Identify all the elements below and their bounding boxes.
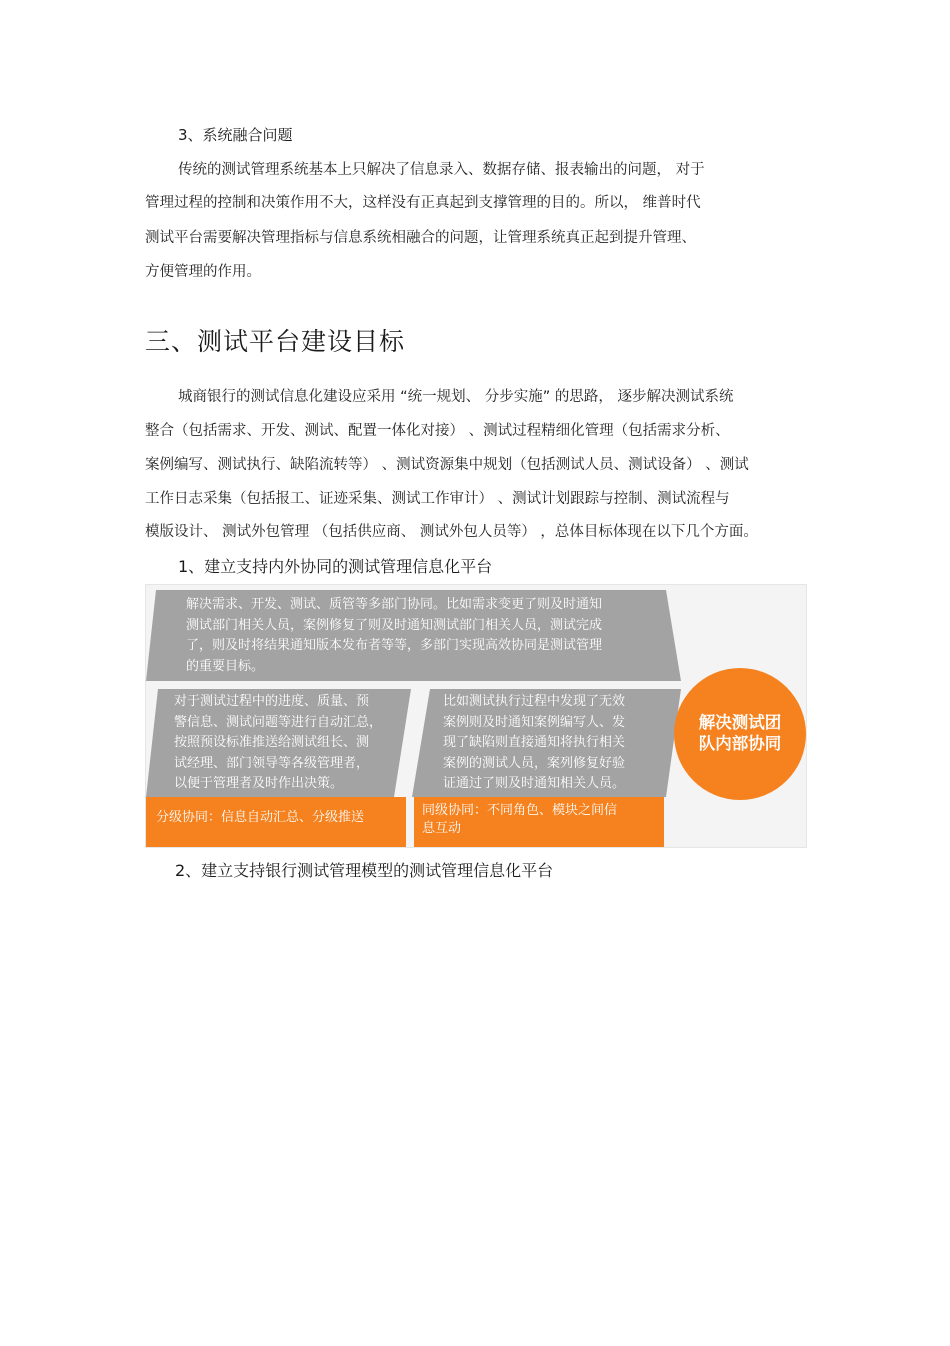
panel-line: 试经理、部门领导等各级管理者，: [174, 755, 370, 771]
panel-line: 以便于管理者及时作出决策。: [174, 776, 344, 791]
right-panel-text: [443, 692, 625, 795]
paragraph-line: 方便管理的作用。: [145, 264, 261, 280]
circle-line: 解决测试团: [698, 713, 782, 732]
goal-title: 2、建立支持银行测试管理模型的测试管理信息化平台: [175, 861, 554, 880]
left-label: 分级协同：信息自动汇总、分级推送: [156, 810, 365, 825]
label-line: 同级协同：不同角色、模块之间信: [422, 803, 618, 818]
circle-line: 队内部协同: [698, 734, 782, 753]
paragraph-line: 工作日志采集（包括报工、证迹采集、测试工作审计） 、测试计划跟踪与控制、测试流程与: [145, 491, 730, 507]
subsection-heading: 3、系统融合问题: [178, 126, 293, 144]
panel-line: 对于测试过程中的进度、质量、预: [174, 694, 370, 709]
panel-line: 的重要目标。: [186, 658, 265, 674]
panel-line: 解决需求、开发、测试、质管等多部门协同。比如需求变更了则及时通知: [186, 597, 603, 612]
panel-line: 现了缺陷则直接通知将执行相关: [443, 735, 626, 750]
collaboration-figure: [145, 584, 807, 848]
paragraph-line: 模版设计、 测试外包管理 （包括供应商、 测试外包人员等） ，总体目标体现在以下几个方面。: [145, 524, 758, 540]
panel-line: 证通过了则及时通知相关人员。: [443, 776, 626, 791]
panel-line: 按照预设标准推送给测试组长、测: [174, 735, 370, 750]
panel-line: 警信息、测试问题等进行自动汇总，: [174, 714, 383, 730]
label-line: 息互动: [422, 821, 462, 836]
chapter-title: 三、测试平台建设目标: [145, 327, 406, 356]
goal-title: 1、建立支持内外协同的测试管理信息化平台: [178, 557, 493, 576]
panel-line: 测试部门相关人员，案例修复了则及时通知测试部门相关人员，测试完成: [186, 617, 603, 633]
panel-line: 案例则及时通知案例编写人、发: [443, 714, 626, 730]
paragraph-line: 测试平台需要解决管理指标与信息系统相融合的问题，让管理系统真正起到提升管理、: [145, 230, 696, 246]
left-panel-text: [174, 692, 382, 795]
paragraph-line: 案例编写、测试执行、缺陷流转等） 、测试资源集中规划（包括测试人员、测试设备） 、测试: [145, 457, 749, 473]
circle-label: [675, 712, 805, 754]
paragraph-line: 传统的测试管理系统基本上只解决了信息录入、数据存储、报表输出的问题， 对于: [178, 162, 705, 178]
paragraph-line: 整合（包括需求、开发、测试、配置一体化对接） 、测试过程精细化管理（包括需求分析、: [145, 423, 730, 439]
panel-line: 了，则及时将结果通知版本发布者等等，多部门实现高效协同是测试管理: [186, 638, 603, 653]
top-panel-text: [186, 595, 602, 677]
paragraph-line: 城商银行的测试信息化建设应采用 “统一规划、 分步实施” 的思路， 逐步解决测试系统: [178, 389, 734, 405]
panel-line: 比如测试执行过程中发现了无效: [443, 694, 626, 709]
right-label: [422, 802, 617, 838]
panel-line: 案例的测试人员，案列修复好验: [443, 755, 626, 771]
paragraph-line: 管理过程的控制和决策作用不大，这样没有正真起到支撑管理的目的。所以， 维普时代: [145, 195, 701, 211]
